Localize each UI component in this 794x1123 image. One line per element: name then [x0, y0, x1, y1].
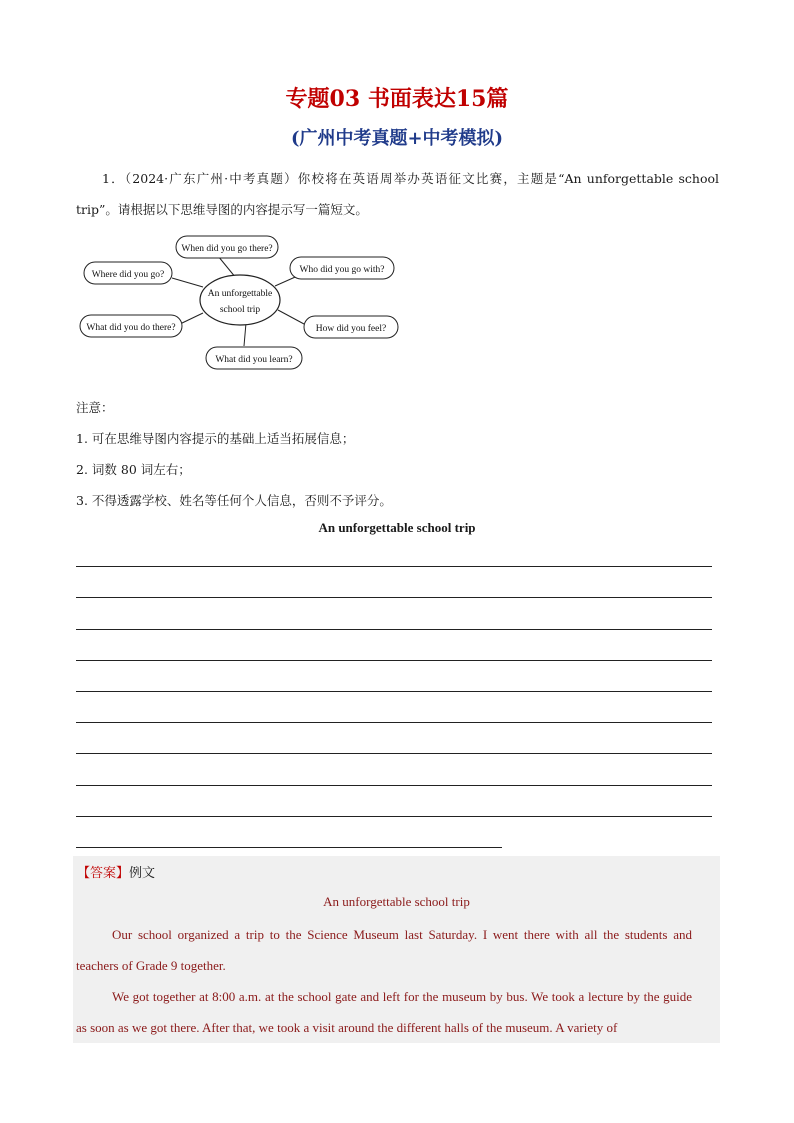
writing-line [76, 660, 712, 661]
note-item: 3. 不得透露学校、姓名等任何个人信息，否则不予评分。 [76, 493, 392, 508]
page-subtitle: (广州中考真题+中考模拟) [290, 128, 504, 149]
mind-map-node-when [176, 236, 278, 258]
answer-label: 例文 [129, 866, 156, 881]
writing-line [76, 597, 712, 598]
mind-map-center-line2: school trip [219, 305, 261, 315]
writing-line [76, 816, 712, 817]
mind-map-node-what-do [80, 315, 182, 337]
note-item: 1. 可在思维导图内容提示的基础上适当拓展信息； [76, 431, 355, 446]
writing-line [76, 722, 712, 723]
node-learn-text: What did you learn? [215, 355, 293, 365]
answer-heading [77, 862, 155, 881]
answer-body [76, 919, 692, 1043]
writing-line [76, 629, 712, 630]
node-who-text: Who did you go with? [299, 265, 385, 275]
mind-map-node-where [84, 262, 172, 284]
mind-map-center-line1: An unforgettable [207, 289, 273, 299]
writing-line [76, 691, 712, 692]
notes-heading: 注意： [76, 400, 114, 415]
node-when-text: When did you go there? [181, 244, 273, 254]
answer-paragraph: Our school organized a trip to the Science Museum last Saturday. I went there with all the students and teachers of Grade 9 together. [76, 927, 692, 973]
answer-paragraph: We got together at 8:00 a.m. at the school gate and left for the museum by bus. We took a lecture by the guide as soon as we got there. After that, we took a visit around the different halls of the museum. A variety of [76, 989, 692, 1035]
essay-title: An unforgettable school trip [318, 520, 476, 535]
writing-line [76, 566, 712, 567]
mind-map-node-who [290, 257, 394, 279]
answer-essay-title: An unforgettable school trip [323, 894, 470, 909]
mind-map-node-learn [206, 347, 302, 369]
writing-line [76, 785, 712, 786]
answer-section [73, 856, 720, 1043]
mind-map-node-feel [304, 316, 398, 338]
node-feel-text: How did you feel? [315, 324, 387, 334]
note-item: 2. 词数 80 词左右； [76, 462, 191, 477]
answer-bracket-label: 【答案】 [77, 866, 130, 881]
question-prompt: 1．（2024·广东广州·中考真题）你校将在英语周举办英语征文比赛，主题是“An unforgettable school trip”。请根据以下思维导图的内容提示写一篇短文。 [76, 171, 719, 217]
page-title: 专题03 书面表达15篇 [285, 86, 509, 112]
node-where-text: Where did you go? [91, 270, 165, 280]
mind-map-center [200, 275, 280, 325]
mind-map [76, 230, 406, 376]
writing-line [76, 753, 712, 754]
notes-section [76, 392, 716, 516]
node-what-do-text: What did you do there? [86, 323, 176, 333]
writing-line-short [76, 847, 502, 848]
